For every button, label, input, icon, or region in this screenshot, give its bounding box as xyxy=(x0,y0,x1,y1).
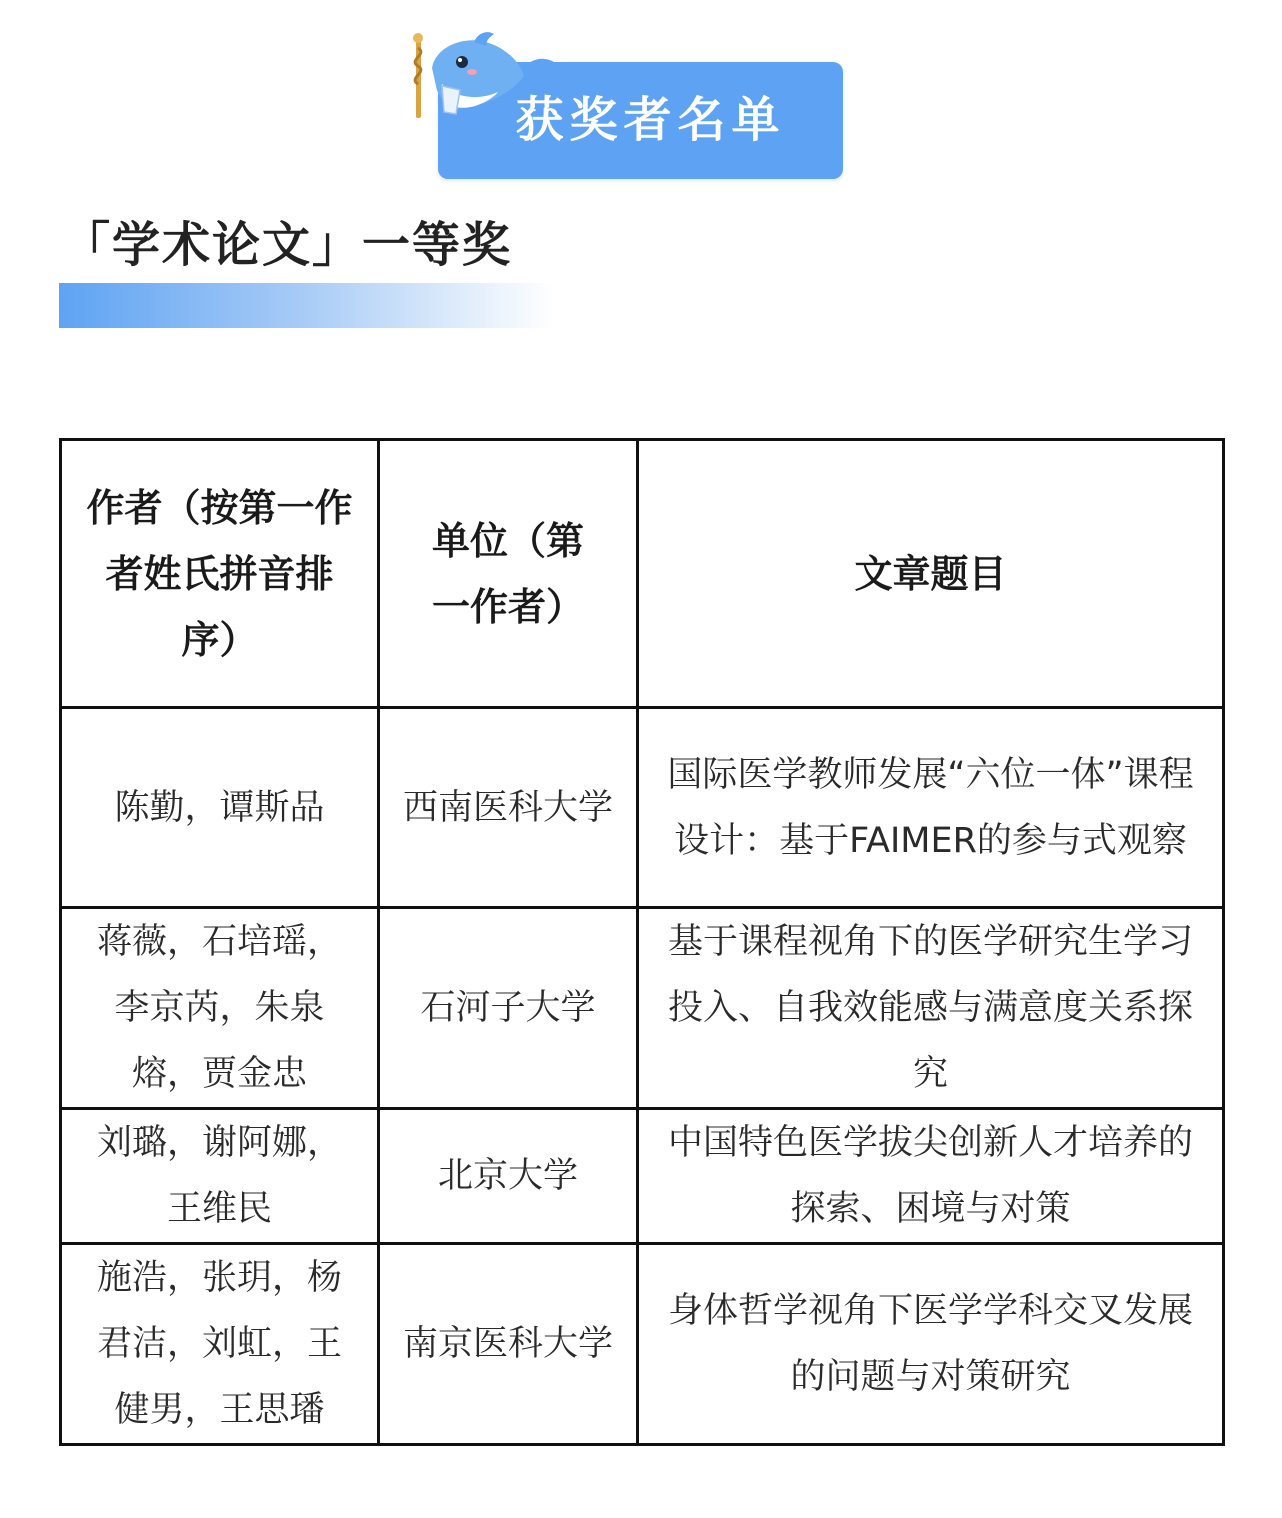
cell-author: 陈勤，谭斯品 xyxy=(61,708,379,908)
table-header-row xyxy=(61,440,1224,708)
cell-title: 基于课程视角下的医学研究生学习投入、自我效能感与满意度关系探究 xyxy=(638,908,1224,1109)
table-row xyxy=(61,908,1224,1109)
cell-title: 中国特色医学拔尖创新人才培养的探索、困境与对策 xyxy=(638,1109,1224,1244)
banner-title: 获奖者名单 xyxy=(515,92,786,148)
cell-author: 施浩，张玥，杨君洁，刘虹，王健男，王思璠 xyxy=(61,1244,379,1445)
cell-unit: 南京医科大学 xyxy=(379,1244,638,1445)
cell-unit: 石河子大学 xyxy=(379,908,638,1109)
cell-unit: 西南医科大学 xyxy=(379,708,638,908)
section-title: 「学术论文」一等奖 xyxy=(62,217,513,273)
cell-unit: 北京大学 xyxy=(379,1109,638,1244)
cell-author: 蒋薇，石培瑶，李京芮，朱泉熔，贾金忠 xyxy=(61,908,379,1109)
table-row xyxy=(61,708,1224,908)
header-title: 文章题目 xyxy=(638,440,1224,708)
cell-title: 身体哲学视角下医学学科交叉发展的问题与对策研究 xyxy=(638,1244,1224,1445)
awards-table xyxy=(59,438,1225,1446)
table-row xyxy=(61,1244,1224,1445)
table-row xyxy=(61,1109,1224,1244)
header-author: 作者（按第一作者姓氏拼音排序） xyxy=(61,440,379,708)
cell-author: 刘璐，谢阿娜，王维民 xyxy=(61,1109,379,1244)
header-unit: 单位（第一作者） xyxy=(379,440,638,708)
dolphin-mascot-icon xyxy=(402,28,562,128)
section-underline-bar xyxy=(59,283,554,328)
cell-title: 国际医学教师发展“六位一体”课程设计：基于FAIMER的参与式观察 xyxy=(638,708,1224,908)
